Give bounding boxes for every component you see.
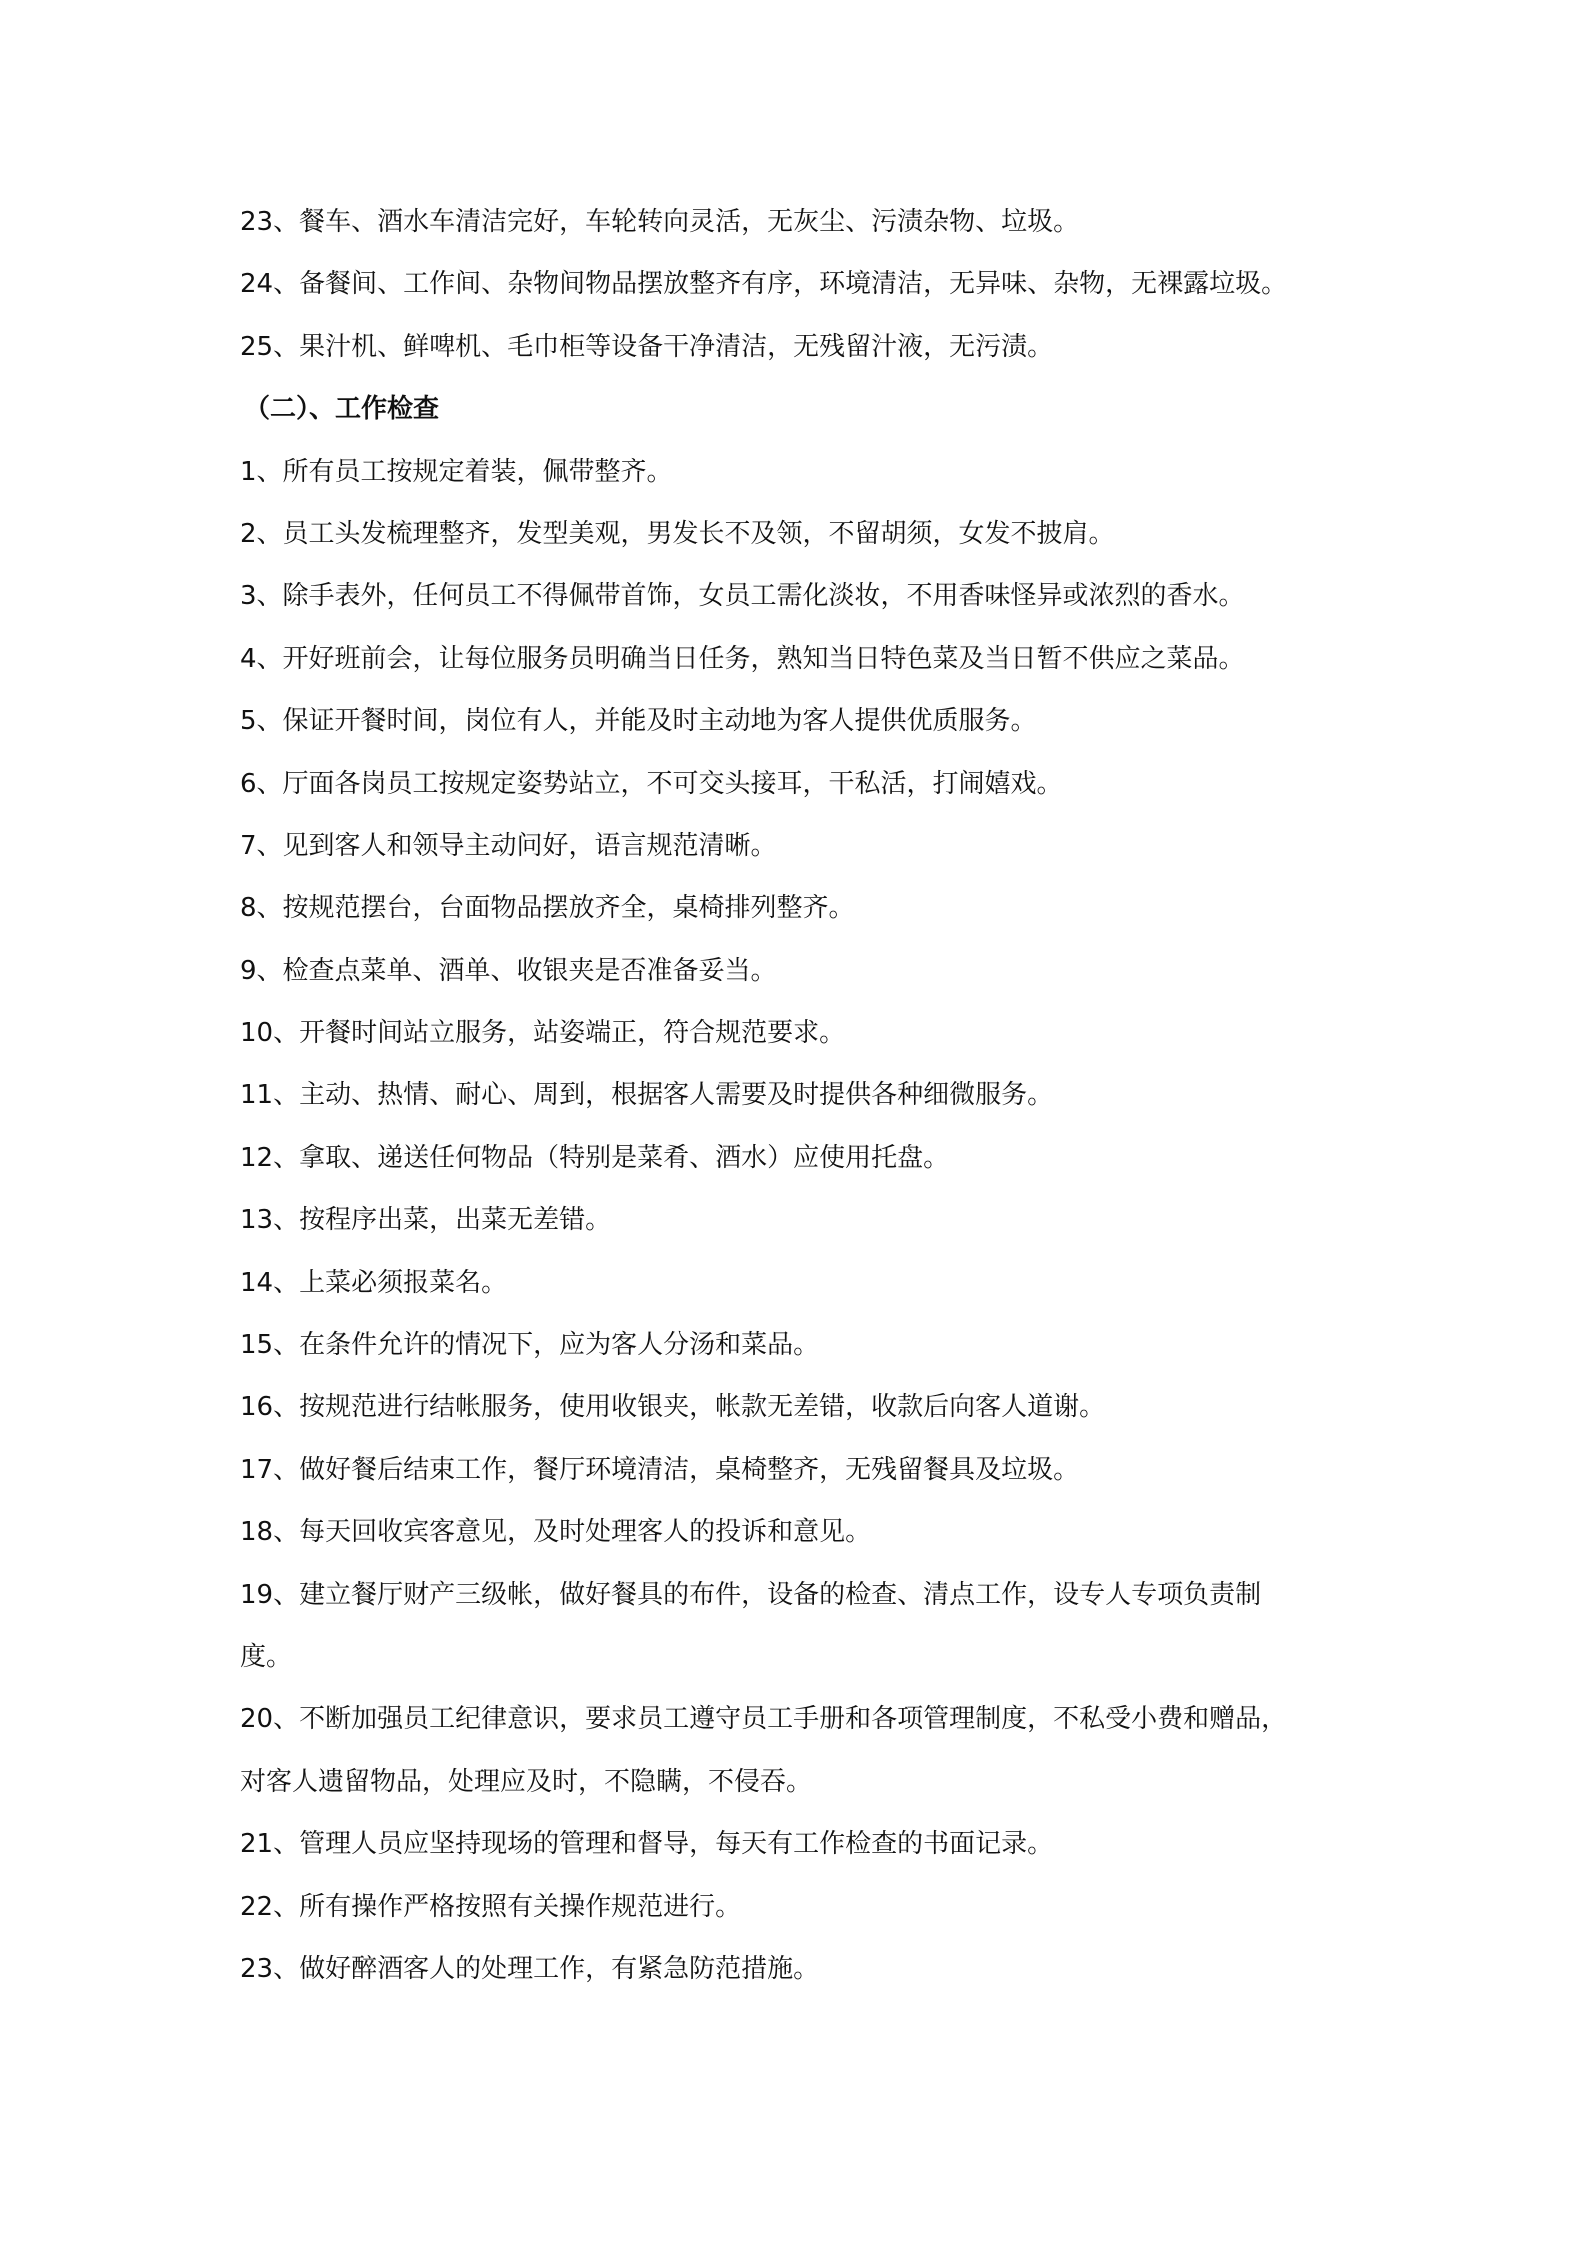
item-text: 见到客人和领导主动问好，语言规范清晰。 bbox=[282, 830, 777, 861]
item-number: 23、 bbox=[240, 1953, 300, 1984]
item-number: 15、 bbox=[240, 1330, 300, 1361]
list-item bbox=[240, 1252, 1360, 1314]
item-number: 16、 bbox=[240, 1392, 300, 1423]
list-item bbox=[240, 753, 1360, 815]
item-text: 上菜必须报菜名。 bbox=[299, 1267, 508, 1298]
item-text: 拿取、递送任何物品（特别是菜肴、酒水）应使用托盘。 bbox=[299, 1142, 950, 1173]
item-number: 5、 bbox=[240, 706, 283, 737]
list-item bbox=[240, 1376, 1360, 1438]
document-page bbox=[240, 191, 1360, 2000]
item-number: 13、 bbox=[240, 1205, 300, 1236]
item-number: 6、 bbox=[240, 768, 283, 799]
item-text: 按程序出菜，出菜无差错。 bbox=[299, 1205, 612, 1236]
item-text: 做好餐后结束工作，餐厅环境清洁，桌椅整齐，无残留餐具及垃圾。 bbox=[299, 1454, 1080, 1485]
item-text: 主动、热情、耐心、周到，根据客人需要及时提供各种细微服务。 bbox=[299, 1080, 1054, 1111]
list-item bbox=[240, 1189, 1360, 1251]
list-item bbox=[240, 1688, 1360, 1750]
item-text: 餐车、酒水车清洁完好，车轮转向灵活，无灰尘、污渍杂物、垃圾。 bbox=[299, 207, 1080, 237]
item-number: 12、 bbox=[240, 1142, 300, 1173]
item-number: 11、 bbox=[240, 1080, 300, 1111]
list-item bbox=[240, 1564, 1360, 1626]
list-item bbox=[240, 628, 1360, 690]
list-item bbox=[240, 1501, 1360, 1563]
list-item bbox=[240, 1813, 1360, 1875]
item-number: 10、 bbox=[240, 1018, 300, 1049]
list-item bbox=[240, 441, 1360, 503]
item-number: 19、 bbox=[240, 1579, 300, 1610]
list-item bbox=[240, 316, 1360, 378]
item-number: 2、 bbox=[240, 518, 283, 549]
list-item bbox=[240, 877, 1360, 939]
item-text: 建立餐厅财产三级帐，做好餐具的布件，设备的检查、清点工作，设专人专项负责制 bbox=[299, 1579, 1262, 1610]
item-text: 按规范进行结帐服务，使用收银夹，帐款无差错，收款后向客人道谢。 bbox=[299, 1392, 1106, 1423]
list-item bbox=[240, 503, 1360, 565]
list-item bbox=[240, 1064, 1360, 1126]
list-item bbox=[240, 1314, 1360, 1376]
item-number: 8、 bbox=[240, 893, 283, 924]
item-text: 按规范摆台，台面物品摆放齐全，桌椅排列整齐。 bbox=[282, 893, 855, 924]
item-text: 开好班前会，让每位服务员明确当日任务，熟知当日特色菜及当日暂不供应之菜品。 bbox=[282, 643, 1245, 674]
list-item bbox=[240, 940, 1360, 1002]
item-text: 厅面各岗员工按规定姿势站立，不可交头接耳，干私活，打闹嬉戏。 bbox=[282, 768, 1063, 799]
item-number: 23、 bbox=[240, 207, 300, 237]
item-text: 开餐时间站立服务，站姿端正，符合规范要求。 bbox=[299, 1018, 846, 1049]
item-text: 每天回收宾客意见，及时处理客人的投诉和意见。 bbox=[299, 1517, 872, 1548]
item-text: 除手表外，任何员工不得佩带首饰，女员工需化淡妆，不用香味怪异或浓烈的香水。 bbox=[282, 581, 1245, 612]
item-text: 做好醉酒客人的处理工作，有紧急防范措施。 bbox=[299, 1953, 820, 1984]
item-text: 果汁机、鲜啤机、毛巾柜等设备干净清洁，无残留汁液，无污渍。 bbox=[299, 331, 1054, 362]
item-number: 24、 bbox=[240, 269, 300, 300]
item-text: 备餐间、工作间、杂物间物品摆放整齐有序，环境清洁，无异味、杂物，无裸露垃圾。 bbox=[299, 269, 1288, 300]
list-item bbox=[240, 191, 1360, 253]
item-number: 7、 bbox=[240, 830, 283, 861]
list-item-continuation: 对客人遗留物品，处理应及时，不隐瞒，不侵吞。 bbox=[240, 1766, 813, 1797]
list-item bbox=[240, 690, 1360, 752]
list-item bbox=[240, 1938, 1360, 2000]
item-number: 21、 bbox=[240, 1829, 300, 1860]
item-text: 检查点菜单、酒单、收银夹是否准备妥当。 bbox=[282, 955, 777, 986]
item-number: 9、 bbox=[240, 955, 283, 986]
section-heading: （二）、工作检查 bbox=[244, 394, 440, 425]
list-item bbox=[240, 1002, 1360, 1064]
item-text: 在条件允许的情况下，应为客人分汤和菜品。 bbox=[299, 1330, 820, 1361]
item-number: 1、 bbox=[240, 456, 283, 487]
list-item-continuation: 度。 bbox=[240, 1641, 293, 1672]
item-text: 不断加强员工纪律意识，要求员工遵守员工手册和各项管理制度，不私受小费和赠品， bbox=[299, 1704, 1288, 1735]
list-item bbox=[240, 565, 1360, 627]
list-item bbox=[240, 253, 1360, 315]
list-item bbox=[240, 1127, 1360, 1189]
item-text: 管理人员应坚持现场的管理和督导，每天有工作检查的书面记录。 bbox=[299, 1829, 1054, 1860]
list-item bbox=[240, 815, 1360, 877]
item-number: 4、 bbox=[240, 643, 283, 674]
item-number: 17、 bbox=[240, 1454, 300, 1485]
item-text: 所有员工按规定着装，佩带整齐。 bbox=[282, 456, 673, 487]
item-number: 3、 bbox=[240, 581, 283, 612]
item-number: 25、 bbox=[240, 331, 300, 362]
item-number: 20、 bbox=[240, 1704, 300, 1735]
item-text: 保证开餐时间，岗位有人，并能及时主动地为客人提供优质服务。 bbox=[282, 706, 1037, 737]
item-text: 所有操作严格按照有关操作规范进行。 bbox=[299, 1891, 742, 1922]
item-number: 14、 bbox=[240, 1267, 300, 1298]
item-number: 22、 bbox=[240, 1891, 300, 1922]
item-number: 18、 bbox=[240, 1517, 300, 1548]
item-text: 员工头发梳理整齐，发型美观，男发长不及领，不留胡须，女发不披肩。 bbox=[282, 518, 1115, 549]
list-item bbox=[240, 1439, 1360, 1501]
list-item bbox=[240, 1876, 1360, 1938]
